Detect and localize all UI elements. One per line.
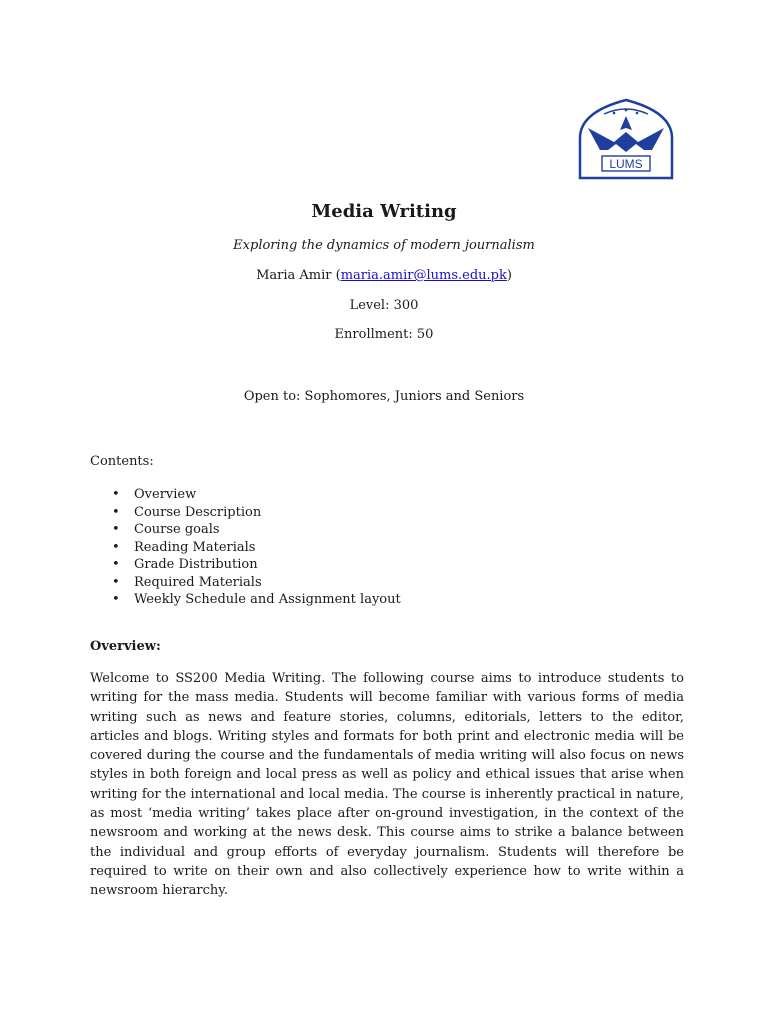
- contents-item: [112, 486, 401, 504]
- contents-list: [112, 486, 401, 609]
- contents-item: [112, 591, 401, 609]
- contents-item: [112, 539, 401, 557]
- bullet-icon: •: [112, 539, 120, 555]
- author-line: [0, 268, 768, 283]
- bullet-icon: •: [112, 592, 120, 607]
- contents-item: [112, 504, 401, 522]
- contents-item-label: Course Description: [134, 504, 262, 520]
- bullet-icon: •: [112, 522, 120, 537]
- document-title: Media Writing: [311, 201, 457, 222]
- bullet-icon: •: [112, 504, 120, 520]
- contents-item: [112, 556, 401, 574]
- contents-item-label: Weekly Schedule and Assignment layout: [134, 592, 401, 607]
- email-open-paren: (: [335, 268, 341, 283]
- course-open-to: Open to: Sophomores, Juniors and Seniors: [243, 389, 525, 404]
- author-email-link[interactable]: maria.amir@lums.edu.pk: [340, 268, 507, 283]
- bullet-icon: •: [112, 487, 120, 502]
- author-name: Maria Amir: [256, 268, 332, 283]
- document-subtitle: Exploring the dynamics of modern journalism: [233, 238, 535, 253]
- contents-item-label: Required Materials: [134, 574, 262, 590]
- overview-paragraph: Welcome to SS200 Media Writing. The following course aims to introduce students to writing for the mass media. Students will become familiar with various forms of media writing such as news and feature stories, columns, editorials, letters to the editor, articles and blogs. Writing styles and formats for both print and electronic media will be covered during the course and the fundamentals of media writing will also focus on news styles in both foreign and local press as well as policy and ethical issues that arise when writing for the international and local media. The course is inherently practical in nature, as most ‘media writing’ takes place after on-ground investigation, in the context of the newsroom and working at the news desk. This course aims to strike a balance between the individual and group efforts of everyday journalism. Students will therefore be required to write on their own and also collectively experience how to write within a newsroom hierarchy.: [90, 671, 684, 899]
- contents-item-label: Overview: [134, 487, 197, 502]
- overview-heading: Overview:: [90, 639, 161, 654]
- email-close-paren: ): [506, 268, 512, 283]
- contents-item: [112, 574, 401, 592]
- contents-item: [112, 521, 401, 539]
- contents-item-label: Course goals: [134, 522, 220, 537]
- course-enrollment: Enrollment: 50: [334, 327, 434, 342]
- course-level: Level: 300: [349, 298, 419, 313]
- contents-label: Contents:: [90, 454, 154, 469]
- logo-text: LUMS: [609, 157, 643, 171]
- contents-item-label: Reading Materials: [134, 539, 256, 555]
- lums-logo: [574, 98, 678, 180]
- bullet-icon: •: [112, 574, 120, 590]
- contents-item-label: Grade Distribution: [134, 557, 258, 572]
- bullet-icon: •: [112, 557, 120, 572]
